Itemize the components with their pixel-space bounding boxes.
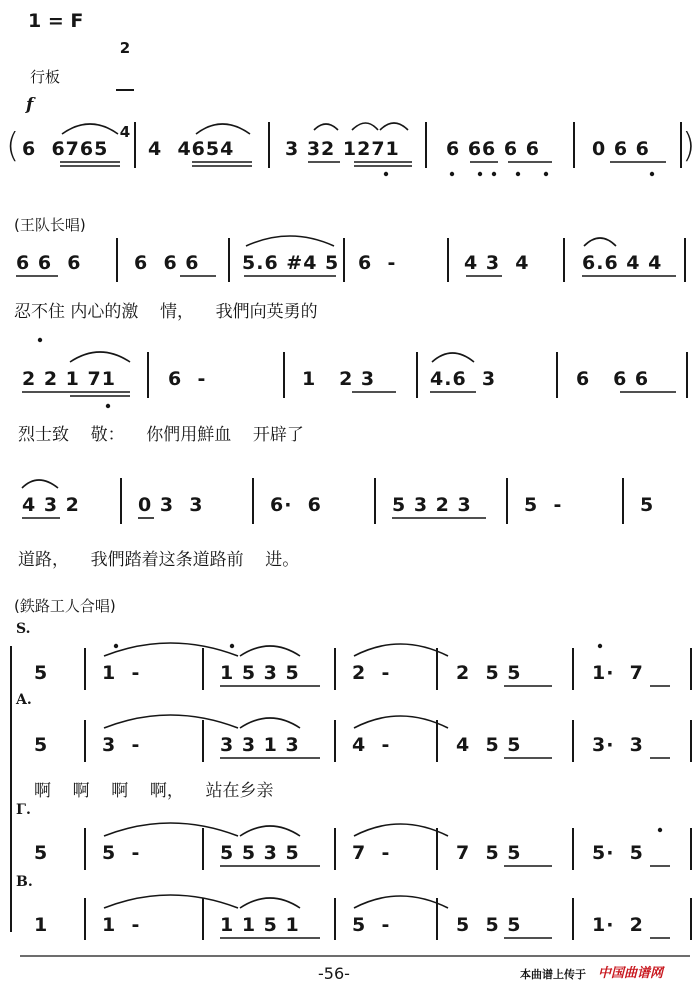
barline (686, 352, 688, 398)
s-m3: 1 5 3 5 (220, 662, 300, 684)
barline (334, 648, 336, 690)
tempo-marking: 行板 (30, 68, 61, 86)
t-m3: 5 5 3 5 (220, 842, 300, 864)
t-m4: 7 - (352, 842, 391, 864)
solo-l1-m5: 4 3 4 (464, 252, 530, 274)
barline (690, 648, 692, 690)
barline (84, 828, 86, 870)
barline (116, 238, 118, 282)
barline (283, 352, 285, 398)
solo-l1-m3: 5.6 #4 5 (242, 252, 340, 274)
barline (334, 828, 336, 870)
barline (416, 352, 418, 398)
a-m3: 3 3 1 3 (220, 734, 300, 756)
solo-l3-m1: 4 3 2 (22, 494, 80, 516)
barline (268, 122, 270, 168)
barline (202, 828, 204, 870)
a-m6: 3· 3 (592, 734, 644, 756)
barline (690, 828, 692, 870)
barline (436, 648, 438, 690)
barline (436, 828, 438, 870)
solo-l2-m1: 2 2 1 71 (22, 368, 116, 390)
barline (447, 238, 449, 282)
a-m4: 4 - (352, 734, 391, 756)
part-label-tenor: Γ. (16, 802, 31, 818)
barline (202, 720, 204, 762)
intro-measure-1: 6 6765 (22, 138, 109, 160)
key-signature: 1 = F (28, 10, 84, 32)
solo-l1-m4: 6 - (358, 252, 397, 274)
solo-l1-m6: 6.6 4 4 (582, 252, 663, 274)
solo-role-label: (王队长唱) (14, 216, 86, 234)
part-label-bass: B. (16, 874, 33, 890)
s-m1: 5 (34, 662, 49, 684)
barline (680, 122, 682, 168)
barline (134, 122, 136, 168)
site-logo: 中国曲谱网 (598, 966, 664, 981)
barline (572, 828, 574, 870)
s-m5: 2 5 5 (456, 662, 522, 684)
solo-l2-m5: 6 6 6 (576, 368, 650, 390)
b-m2: 1 - (102, 914, 141, 936)
solo-l3-m4: 5 3 2 3 (392, 494, 472, 516)
solo-l1-lyrics: 忍不住 内心的激 情， 我們向英勇的 (14, 302, 318, 322)
b-m3: 1 1 5 1 (220, 914, 300, 936)
solo-l3-m3: 6· 6 (270, 494, 322, 516)
t-m1: 5 (34, 842, 49, 864)
part-label-alto: A. (16, 692, 32, 708)
barline (572, 648, 574, 690)
barline (84, 898, 86, 940)
solo-l3-m5: 5 - (524, 494, 563, 516)
s-m6: 1· 7 (592, 662, 644, 684)
solo-l3-m2: 0 3 3 (138, 494, 204, 516)
solo-l2-m3: 1 2 3 (302, 368, 376, 390)
b-m5: 5 5 5 (456, 914, 522, 936)
intro-measure-5: 0 6 6 (592, 138, 650, 160)
barline (573, 122, 575, 168)
a-m5: 4 5 5 (456, 734, 522, 756)
barline (374, 478, 376, 524)
system-bracket (10, 646, 12, 932)
b-m4: 5 - (352, 914, 391, 936)
barline (572, 720, 574, 762)
barline (436, 898, 438, 940)
solo-l2-m4: 4.6 3 (430, 368, 497, 390)
barline (84, 720, 86, 762)
t-m2: 5 - (102, 842, 141, 864)
intro-measure-4: 6 66 6 6 (446, 138, 540, 160)
barline (84, 648, 86, 690)
solo-l2-lyrics: 烈士致 敬： 你們用鮮血 开辟了 (18, 425, 304, 445)
a-m2: 3 - (102, 734, 141, 756)
part-label-soprano: S. (16, 621, 31, 637)
s-m2: 1 - (102, 662, 141, 684)
intro-open-paren: ( (6, 126, 20, 166)
solo-l3-m6: 5 (640, 494, 655, 516)
barline (334, 898, 336, 940)
barline (506, 478, 508, 524)
t-m6: 5· 5 (592, 842, 644, 864)
meter-bottom: 4 (119, 123, 131, 141)
barline (120, 478, 122, 524)
barline (572, 898, 574, 940)
t-m5: 7 5 5 (456, 842, 522, 864)
barline (684, 238, 686, 282)
barline (563, 238, 565, 282)
barline (147, 352, 149, 398)
barline (252, 478, 254, 524)
solo-l1-m2: 6 6 6 (134, 252, 200, 274)
barline (425, 122, 427, 168)
chorus-role-label: (鉄路工人合唱) (14, 597, 116, 615)
barline (202, 648, 204, 690)
barline (334, 720, 336, 762)
dynamic-marking: f (26, 95, 34, 115)
barline (343, 238, 345, 282)
barline (690, 720, 692, 762)
page-number: -56- (318, 964, 350, 983)
b-m1: 1 (34, 914, 49, 936)
barline (622, 478, 624, 524)
barline (690, 898, 692, 940)
time-signature (116, 8, 134, 156)
solo-l3-lyrics: 道路， 我們踏着这条道路前 进。 (18, 550, 300, 570)
barline (228, 238, 230, 282)
barline (202, 898, 204, 940)
upload-credit: 本曲谱上传于 (520, 968, 586, 981)
intro-measure-2: 4 4654 (148, 138, 235, 160)
b-m6: 1· 2 (592, 914, 644, 936)
a-m1: 5 (34, 734, 49, 756)
intro-measure-3: 3 32 1271 (285, 138, 400, 160)
solo-l1-m1: 6 6 6 (16, 252, 82, 274)
intro-close-paren: ) (682, 126, 696, 166)
barline (436, 720, 438, 762)
barline (556, 352, 558, 398)
solo-l2-m2: 6 - (168, 368, 207, 390)
chorus-lyrics: 啊 啊 啊 啊， 站在乡亲 (34, 781, 274, 801)
s-m4: 2 - (352, 662, 391, 684)
meter-top: 2 (119, 39, 131, 57)
